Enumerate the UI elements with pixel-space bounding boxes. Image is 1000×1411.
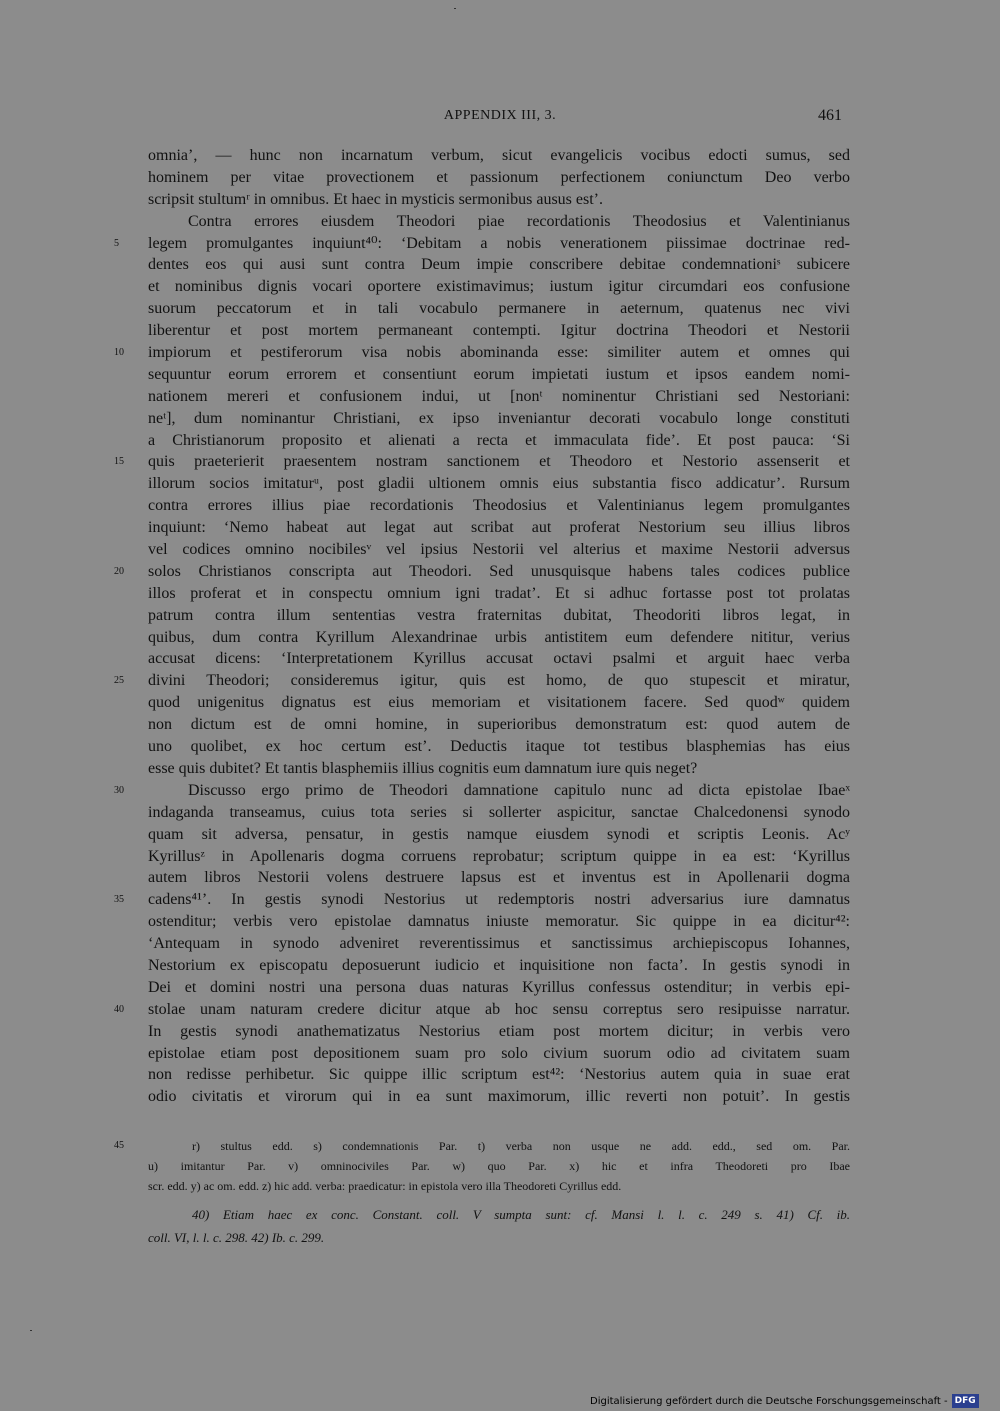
text-line: [148, 1043, 850, 1065]
line-text: cadens⁴¹’. In gestis synodi Nestorius ut redemptoris nostri adversarius iure damnatus: [148, 891, 850, 909]
line-number: 45: [114, 1140, 124, 1151]
line-text: illorum socios imitaturᵘ, post gladii ultionem omnis eius substantia fisco addicatur’. Rursum: [148, 475, 850, 493]
apparatus-line: [148, 1176, 850, 1196]
text-line: [148, 867, 850, 889]
text-line: [148, 211, 850, 233]
text-line: [148, 802, 850, 824]
text-line: [148, 364, 850, 386]
text-line: [148, 627, 850, 649]
text-line: [148, 517, 850, 539]
line-number: 25: [114, 675, 124, 687]
line-text: non redisse perhibetur. Sic quippe illic scriptum est⁴²: ‘Nestorius autem quia in suae erat: [148, 1066, 850, 1084]
footnotes: [148, 1203, 850, 1249]
text-line: [148, 386, 850, 408]
text-line: [148, 605, 850, 627]
critical-apparatus: [114, 1136, 850, 1196]
line-text: legem promulgantes inquiunt⁴⁰: ‘Debitam a nobis venerationem piissimae doctrinae red-: [148, 234, 850, 252]
line-number: 30: [114, 784, 124, 796]
page-number: 461: [818, 107, 842, 124]
text-line: [148, 495, 850, 517]
line-text: non dictum est de omni homine, in superioribus demonstratum est: quod autem de: [148, 716, 850, 734]
line-text: quam sit adversa, pensatur, in gestis namque eiusdem synodi et scriptis Leonis. Acʸ: [148, 825, 850, 843]
text-line: [148, 824, 850, 846]
text-line: [148, 692, 850, 714]
line-text: vel codices omnino nocibilesᵛ vel ipsius Nestorii vel alterius et maxime Nestorii adversus: [148, 541, 850, 559]
text-line: [148, 736, 850, 758]
line-text: inquiunt: ‘Nemo habeat aut legat aut scribat aut proferat Nestorium seu illius libros: [148, 519, 850, 537]
line-text: illos proferat et in conspectu omnium igni tradat’. Et si adhuc fortasse post tot prolatas: [148, 584, 850, 602]
text-line: [148, 955, 850, 977]
text-line: [148, 276, 850, 298]
text-line: [114, 670, 850, 692]
scan-speck: [454, 8, 456, 9]
line-text: neᵗ], dum nominantur Christiani, ex ipso inveniantur decorati vocabulo longe constituti: [148, 409, 850, 427]
line-text: quibus, dum contra Kyrillum Alexandrinae urbis antistitem eum defendere nititur, verius: [148, 628, 850, 646]
text-line: [148, 583, 850, 605]
line-number: 20: [114, 565, 124, 577]
line-text: hominem per vitae provectionem et passionum perfectionem coniunctum Deo verbo: [148, 168, 850, 186]
line-text: esse quis dubitet? Et tantis blasphemiis illius cognitis eum damnatum iure quis neget?: [148, 759, 698, 777]
line-text: liberentur et post mortem permaneant contempti. Igitur doctrina Theodori et Nestorii: [148, 322, 850, 340]
line-text: uno quolibet, ex hoc certum est’. Deductis itaque tot testibus blasphemias has eius: [148, 738, 850, 756]
text-line: [148, 714, 850, 736]
line-text: Nestorium ex episcopatu deposuerunt iudicio et inquisitione non facta’. In gestis synodi in: [148, 956, 850, 974]
line-text: omnia’, — hunc non incarnatum verbum, sicut evangelicis vocibus edocti sumus, sed: [148, 147, 850, 164]
line-text: accusat dicens: ‘Interpretationem Kyrillus accusat octavi psalmi et arguit haec verba: [148, 650, 850, 668]
line-text: autem libros Nestorii volens destruere lapsus est et inventus est in Apollenarii dogma: [148, 869, 850, 887]
text-line: [148, 430, 850, 452]
text-line: [148, 539, 850, 561]
line-text: sequuntur eorum errorem et consentiunt eorum impietati iustum et ipsos eandem nomi-: [148, 365, 850, 383]
dfg-logo: DFG: [952, 1394, 979, 1408]
apparatus-text: scr. edd. y) ac om. edd. z) hic add. verba: praedicatur: in epistola vero illa Theodoreti Cyrillus edd.: [148, 1179, 622, 1193]
scan-speck: [30, 1330, 32, 1331]
apparatus-text: u) imitantur Par. v) omninociviles Par. w) quo Par. x) hic et infra Theodoreti pro Ibae: [148, 1159, 850, 1173]
line-number: 15: [114, 456, 124, 468]
line-text: ostenditur; verbis vero epistolae damnatus iniuste memoratur. Sic quippe in ea dicitur⁴²:: [148, 913, 850, 931]
text-line: [148, 473, 850, 495]
text-line: [148, 145, 850, 167]
text-line: [148, 1021, 850, 1043]
text-line: [148, 933, 850, 955]
line-text: divini Theodori; consideremus igitur, quis est homo, de quo stupescit et miratur,: [148, 672, 850, 690]
line-number: 10: [114, 347, 124, 359]
line-text: patrum contra illum sententias vestra fraternitas dubitat, Theodoriti libros legat, in: [148, 606, 850, 624]
line-text: et nominibus dignis vocari oportere existimavimus; iustum igitur circumdari eos confusione: [148, 278, 850, 296]
text-line: [148, 846, 850, 868]
text-line: [148, 977, 850, 999]
text-line: [148, 758, 850, 780]
line-text: scripsit stultumʳ in omnibus. Et haec in mysticis sermonibus ausus est’.: [148, 190, 603, 208]
line-text: quis praeterierit praesentem nostram sanctionem et Theodoro et Nestorio assenserit et: [148, 453, 850, 471]
text-line: [148, 408, 850, 430]
line-text: Dei et domini nostri una persona duas naturas Kyrillus confessus ostenditur; in verbis epi-: [148, 978, 850, 996]
text-line: [148, 911, 850, 933]
line-text: In gestis synodi anathematizatus Nestorius etiam post mortem dicitur; in verbis vero: [148, 1022, 850, 1040]
text-line: [114, 233, 850, 255]
running-header: APPENDIX III, 3.: [443, 108, 557, 123]
line-number: 35: [114, 894, 124, 906]
line-number: 40: [114, 1003, 124, 1015]
line-text: impiorum et pestiferorum visa nobis abominanda esse: similiter autem et omnes qui: [148, 344, 850, 362]
text-line: [148, 189, 850, 211]
text-line: [114, 780, 850, 802]
line-text: ‘Antequam in synodo adveniret reverentissimus et sanctissimus archiepiscopus Iohannes,: [148, 935, 850, 953]
line-text: nationem mereri et confusionem indui, ut [nonᵗ nominentur Christiani sed Nestoriani:: [148, 387, 850, 405]
text-line: [114, 889, 850, 911]
line-text: dentes eos qui ausi sunt contra Deum impie conscribere debitae condemnationiˢ subicere: [148, 256, 850, 274]
line-text: epistolae etiam post depositionem suam pro solo civium suorum odio ad civitatem suam: [148, 1044, 850, 1062]
text-line: [148, 167, 850, 189]
text-line: [148, 1086, 850, 1108]
line-text: odio civitatis et virorum qui in ea sunt maximorum, illic reverti non potuit’. In gestis: [148, 1088, 850, 1106]
text-line: [148, 648, 850, 670]
text-line: [148, 254, 850, 276]
apparatus-text: r) stultus edd. s) condemnationis Par. t) verba non usque ne add. edd., sed om. Par.: [192, 1139, 850, 1153]
text-line: [114, 999, 850, 1021]
line-text: solos Christianos conscripta aut Theodori. Sed unusquisque habens tales codices publice: [148, 562, 850, 580]
line-text: indaganda transeamus, cuius tota series si sollerter aspicitur, sanctae Chalcedonensi synodo: [148, 803, 850, 821]
line-text: Contra errores eiusdem Theodori piae recordationis Theodosius et Valentinianus: [188, 212, 850, 230]
main-text: [114, 145, 850, 1108]
line-text: a Christianorum proposito et alienati a recta et immaculata fide’. Et post pauca: ‘Si: [148, 431, 850, 449]
line-text: suorum peccatorum et in tali vocabulo permanere in aeternum, quatenus nec vivi: [148, 300, 850, 318]
apparatus-line: [114, 1136, 850, 1156]
text-line: [114, 342, 850, 364]
text-line: [114, 451, 850, 473]
line-text: quod unigenitus dignatus est eius memoriam et visitationem facere. Sed quodʷ quidem: [148, 694, 850, 712]
footnote-line: coll. VI, l. l. c. 298. 42) Ib. c. 299.: [148, 1230, 325, 1245]
text-line: [148, 1064, 850, 1086]
line-text: stolae unam naturam credere dicitur atque ab hoc sensu correptus sero resipuisse narratur.: [148, 1000, 850, 1018]
apparatus-line: [148, 1156, 850, 1176]
credit-text: Digitalisierung gefördert durch die Deutsche Forschungsgemeinschaft -: [590, 1395, 948, 1407]
line-text: contra errores illius piae recordationis Theodosius et Valentinianus legem promulgantes: [148, 497, 850, 515]
text-line: [148, 320, 850, 342]
text-line: [114, 561, 850, 583]
text-line: [148, 298, 850, 320]
footnote-line: 40) Etiam haec ex conc. Constant. coll. V sumpta sunt: cf. Mansi l. l. c. 249 s. 41) Cf. ib.: [192, 1207, 850, 1222]
digitization-credit: [590, 1393, 979, 1409]
line-text: Kyrillusᶻ in Apollenaris dogma corruens reprobatur; scriptum quippe in ea est: ‘Kyrillus: [148, 847, 850, 865]
line-number: 5: [114, 237, 119, 249]
line-text: Discusso ergo primo de Theodori damnatione capitulo nunc ad dicta epistolae Ibaeˣ: [188, 781, 850, 799]
